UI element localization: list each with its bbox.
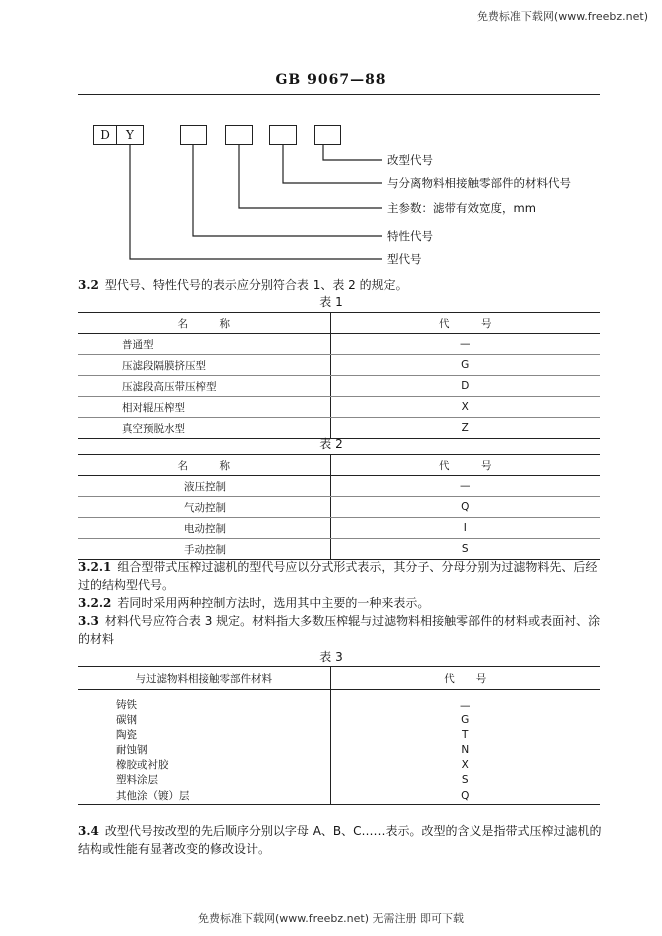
box-letter-d: D <box>93 125 117 145</box>
table2 <box>78 454 600 560</box>
section-text: 型代号、特性代号的表示应分别符合表 1、表 2 的规定。 <box>104 278 408 292</box>
section-text: 组合型带式压榨过滤机的型代号应以分式形式表示，其分子、分母分别为过滤物料先、后经过的结构型代号。 <box>78 560 598 592</box>
section-number: 3.2 <box>78 278 99 292</box>
table-row <box>78 787 600 805</box>
table-row <box>78 334 600 355</box>
table1-header-code: 代 号 <box>330 313 600 334</box>
table-cell: 压滤段高压带压榨型 <box>78 376 330 397</box>
table-row <box>78 518 600 539</box>
table-cell: Q <box>330 787 600 805</box>
table-cell: D <box>330 376 600 397</box>
table-row <box>78 757 600 772</box>
table-cell: X <box>461 758 469 771</box>
section-number: 3.3 <box>78 614 99 628</box>
section-3-4 <box>78 822 602 858</box>
table-cell: 手动控制 <box>78 539 330 560</box>
table-cell: 电动控制 <box>78 518 330 539</box>
table-row <box>78 476 600 497</box>
section-3-2-2 <box>78 594 602 612</box>
label-modification-code: 改型代号 <box>387 153 433 167</box>
table-row <box>78 712 600 727</box>
label-material-code: 与分离物料相接触零部件的材料代号 <box>387 176 571 190</box>
table-cell: 橡胶或衬胶 <box>78 757 330 772</box>
table-cell: 普通型 <box>78 334 330 355</box>
table3-header-material: 与过滤物料相接触零部件材料 <box>78 667 330 690</box>
section-3-2 <box>78 276 602 294</box>
table-cell: I <box>330 518 600 539</box>
table-cell: G <box>330 355 600 376</box>
table-row <box>78 690 600 713</box>
table3-header-code: 代 号 <box>330 667 600 690</box>
table3 <box>78 666 600 805</box>
table-cell: 气动控制 <box>78 497 330 518</box>
label-type-code: 型代号 <box>387 252 422 266</box>
table-cell: 压滤段隔膜挤压型 <box>78 355 330 376</box>
label-characteristic-code: 特性代号 <box>387 229 433 243</box>
table-cell: 真空预脱水型 <box>78 418 330 439</box>
table-cell: T <box>462 728 469 741</box>
document-number: GB 9067—88 <box>275 72 387 88</box>
table2-header-code: 代 号 <box>330 455 600 476</box>
table1-header-name: 名 称 <box>78 313 330 334</box>
table-row <box>78 742 600 757</box>
table-row <box>78 497 600 518</box>
table-cell: S <box>330 539 600 560</box>
section-3-2-1 <box>78 558 602 594</box>
table-row <box>78 376 600 397</box>
table-cell: Z <box>330 418 600 439</box>
section-text: 改型代号按改型的先后顺序分别以字母 A、B、C……表示。改型的含义是指带式压榨过滤机的结构或性能有显著改变的修改设计。 <box>78 824 602 856</box>
section-text: 若同时采用两种控制方法时，选用其中主要的一种来表示。 <box>117 596 430 610</box>
table-row <box>78 772 600 787</box>
table1-caption: 表 1 <box>319 295 343 309</box>
table-cell: X <box>330 397 600 418</box>
table-cell: 塑料涂层 <box>78 772 330 787</box>
section-text: 材料代号应符合表 3 规定。材料指大多数压榨辊与过滤物料相接触零部件的材料或表面衬、涂的材料 <box>78 614 601 646</box>
table-cell: — <box>330 476 600 497</box>
table-row <box>78 727 600 742</box>
table-cell: 陶瓷 <box>78 727 330 742</box>
section-number: 3.2.1 <box>78 560 112 574</box>
watermark-bottom: 免费标准下载网(www.freebz.net) 无需注册 即可下载 <box>197 912 465 925</box>
table-cell: 其他涂（镀）层 <box>78 787 330 805</box>
table1 <box>78 312 600 439</box>
table-cell: G <box>461 713 470 726</box>
section-3-3 <box>78 612 602 648</box>
section-number: 3.2.2 <box>78 596 112 610</box>
table-cell: 相对辊压榨型 <box>78 397 330 418</box>
diagram-leader-lines <box>0 0 662 300</box>
label-main-parameter: 主参数：滤带有效宽度，mm <box>387 201 536 215</box>
table-cell: 液压控制 <box>78 476 330 497</box>
table2-header-name: 名 称 <box>78 455 330 476</box>
table-row <box>78 355 600 376</box>
watermark-top: 免费标准下载网(www.freebz.net) <box>476 10 648 23</box>
table-cell: — <box>460 700 471 712</box>
table-cell: 耐蚀钢 <box>78 742 330 757</box>
table-cell: Q <box>330 497 600 518</box>
table-cell: S <box>461 773 469 786</box>
table-row <box>78 397 600 418</box>
box-letter-y: Y <box>116 125 144 145</box>
table2-caption: 表 2 <box>319 437 343 451</box>
table-row <box>78 539 600 560</box>
table-cell: 碳钢 <box>78 712 330 727</box>
table-cell: 铸铁 <box>78 690 330 713</box>
table3-caption: 表 3 <box>319 650 343 664</box>
table-cell: — <box>330 334 600 355</box>
table-cell: N <box>461 743 470 756</box>
section-number: 3.4 <box>78 824 99 838</box>
